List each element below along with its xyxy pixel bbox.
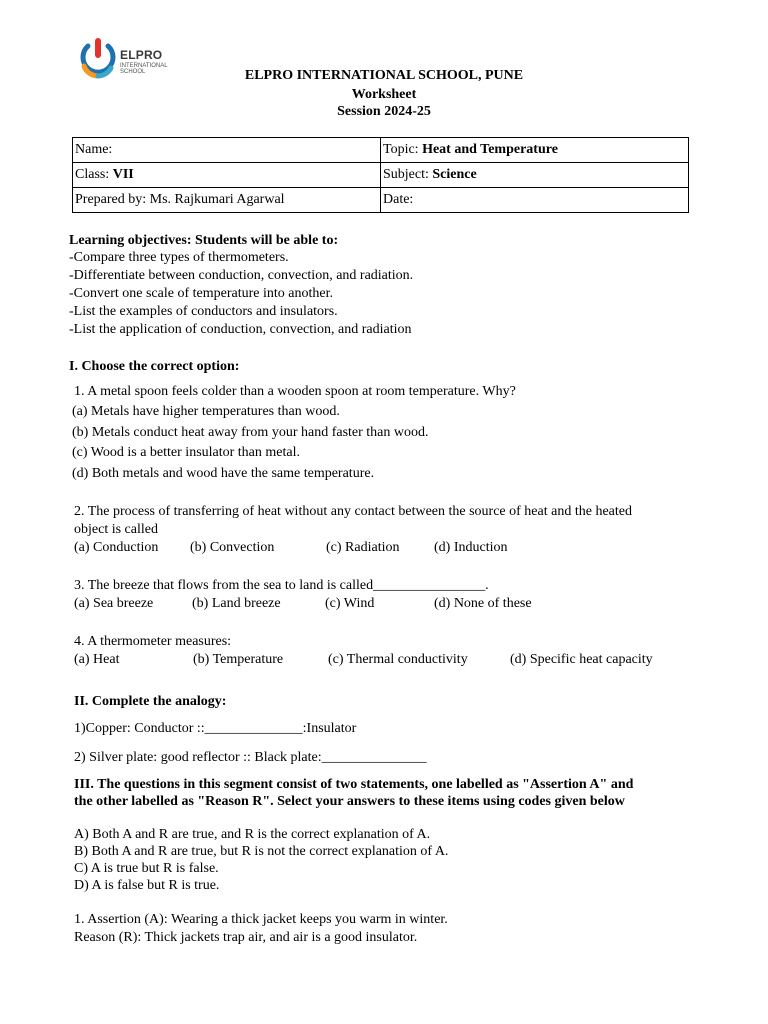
topic-cell (381, 138, 689, 163)
q2-option: (d) Induction (434, 540, 508, 555)
q1-option: (a) Metals have higher temperatures than wood. (72, 404, 340, 419)
section3-heading-cont: the other labelled as "Reason R". Select your answers to these items using codes given below (74, 794, 625, 809)
q2-question-cont: object is called (74, 522, 158, 537)
date-cell[interactable] (381, 188, 689, 213)
code-item: B) Both A and R are true, but R is not the correct explanation of A. (74, 844, 449, 859)
q3-option: (d) None of these (434, 596, 532, 611)
q4-option: (b) Temperature (193, 652, 284, 667)
q2-option: (b) Convection (190, 540, 275, 555)
prepared-by-cell (73, 188, 381, 213)
q4-question: 4. A thermometer measures: (74, 634, 232, 649)
q2-option: (c) Radiation (326, 540, 400, 555)
objective-item: -Differentiate between conduction, convection, and radiation. (69, 268, 414, 283)
assertion-1: 1. Assertion (A): Wearing a thick jacket keeps you warm in winter. (74, 912, 448, 927)
section1-heading: I. Choose the correct option: (69, 359, 240, 374)
q4-option: (d) Specific heat capacity (510, 652, 653, 667)
school-title: ELPRO INTERNATIONAL SCHOOL, PUNE (244, 68, 524, 83)
q4-option: (c) Thermal conductivity (328, 652, 468, 667)
objective-item: -List the examples of conductors and insulators. (69, 304, 338, 319)
q3-option: (b) Land breeze (192, 596, 281, 611)
objective-item: -Convert one scale of temperature into another. (69, 286, 333, 301)
q3-option: (a) Sea breeze (74, 596, 154, 611)
code-item: D) A is false but R is true. (74, 878, 220, 893)
subject-cell (381, 163, 689, 188)
logo-name: ELPRO (120, 48, 163, 62)
session: Session 2024-25 (337, 104, 431, 119)
section2-heading: II. Complete the analogy: (74, 694, 227, 709)
analogy-item: 1)Copper: Conductor ::______________:Insulator (74, 721, 357, 736)
q2-question: 2. The process of transferring of heat without any contact between the source of heat and the heated (74, 504, 632, 519)
q3-question: 3. The breeze that flows from the sea to land is called________________. (74, 578, 489, 593)
info-table (72, 137, 689, 213)
prepared-by: Prepared by: Ms. Rajkumari Agarwal (75, 192, 285, 207)
subject-label: Subject: (383, 167, 429, 182)
name-cell[interactable] (73, 138, 381, 163)
q1-option: (d) Both metals and wood have the same temperature. (72, 466, 375, 481)
q1-option: (b) Metals conduct heat away from your hand faster than wood. (72, 425, 429, 440)
analogy-item: 2) Silver plate: good reflector :: Black plate:_______________ (74, 750, 427, 765)
table-row (73, 188, 689, 213)
objectives-heading: Learning objectives: Students will be able to: (69, 233, 339, 248)
q1-option: (c) Wood is a better insulator than metal. (72, 445, 300, 460)
table-row (73, 138, 689, 163)
doc-type: Worksheet (351, 87, 417, 102)
table-row (73, 163, 689, 188)
class-label: Class: (75, 167, 110, 182)
q1-question: 1. A metal spoon feels colder than a wooden spoon at room temperature. Why? (74, 384, 516, 399)
q3-option: (c) Wind (325, 596, 375, 611)
name-label: Name: (75, 142, 113, 157)
section3-heading: III. The questions in this segment consist of two statements, one labelled as "Assertion A" and (74, 777, 634, 792)
date-label: Date: (383, 192, 414, 207)
subject-value: Science (432, 167, 477, 182)
reason-1: Reason (R): Thick jackets trap air, and air is a good insulator. (74, 930, 418, 945)
code-item: A) Both A and R are true, and R is the correct explanation of A. (74, 827, 431, 842)
q4-option: (a) Heat (74, 652, 120, 667)
code-item: C) A is true but R is false. (74, 861, 219, 876)
logo-subtitle: INTERNATIONAL SCHOOL (120, 63, 168, 75)
topic-value: Heat and Temperature (422, 142, 558, 157)
class-cell (73, 163, 381, 188)
q2-option: (a) Conduction (74, 540, 159, 555)
topic-label: Topic: (383, 142, 419, 157)
objective-item: -Compare three types of thermometers. (69, 250, 289, 265)
objective-item: -List the application of conduction, convection, and radiation (69, 322, 412, 337)
class-value: VII (112, 167, 134, 182)
